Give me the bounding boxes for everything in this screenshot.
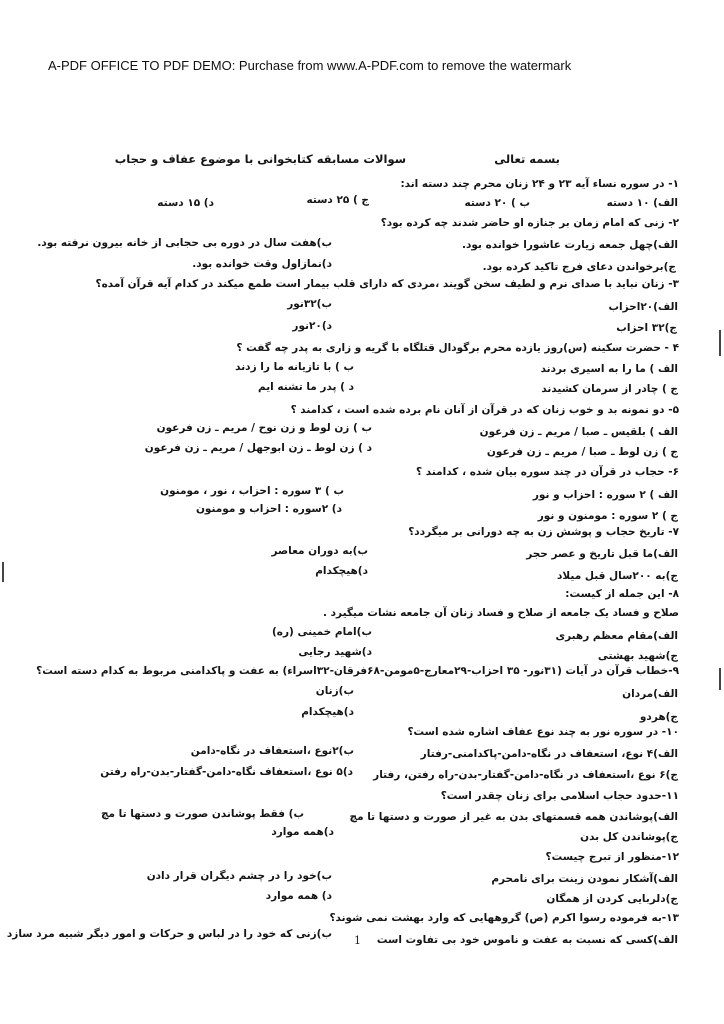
answer-option: د)نمازاول وقت خوانده بود. [192,258,332,270]
answer-option: الف ) ما را به اسیری بردند [540,363,678,375]
answer-option: ب)۳۲نور [287,298,332,310]
question-text: ۱۰- در سوره نور به چند نوع عفاف اشاره شده است؟ [407,726,679,738]
scan-edge-mark [2,562,4,582]
question-text: ۱- در سوره نساء آیه ۲۳ و ۲۴ زنان محرم چند دسته اند: [400,178,679,190]
question-text: ۱۳-به فرموده رسوا اکرم (ص) گروههایی که وارد بهشت نمی شوند؟ [329,912,679,924]
question-text: ۹-خطاب قرآن در آیات (۳۱نور- ۳۵ احزاب-۲۹معارج-۵مومن-۶۸فرقان-۳۲اسراء) به عفت و پاکدامنی مربوط به کدام دسته است؟ [36,665,679,677]
question-text: ۶- حجاب در قرآن در چند سوره بیان شده ، کدامند ؟ [416,466,679,478]
answer-option: د)شهید رجایی [298,646,372,658]
answer-option: د) ۱۵ دسته [157,197,214,209]
answer-option: الف ) بلقیس ـ صبا / مریم ـ زن فرعون [479,426,678,438]
answer-option: الف)۲۰احزاب [608,301,678,313]
answer-option: د) ۲سوره : احزاب و مومنون [195,503,342,515]
answer-option: د ) پدر ما تشنه ایم [257,381,354,393]
question-text: ۲- زنی که امام زمان بر جنازه او حاضر شدند چه کرده بود؟ [380,217,679,229]
answer-option: ب ) زن لوط و زن نوح / مریم ـ زن فرعون [156,422,372,434]
page-title: سوالات مسابقه کتابخوانی با موضوع عفاف و حجاب [114,152,406,166]
watermark-text: A-PDF OFFICE TO PDF DEMO: Purchase from www.A-PDF.com to remove the watermark [48,58,572,73]
page-invocation: بسمه تعالی [494,152,560,166]
question-text: ۳- زنان نباید با صدای نرم و لطیف سخن گویند ،مردی که دارای قلب بیمار است طمع میکند در کدام آیه قرآن آمده؟ [95,278,679,290]
answer-option: الف)مقام معظم رهبری [555,630,678,642]
answer-option: الف)ما قبل تاریخ و عصر حجر [526,548,678,560]
answer-option: الف)پوشاندن همه قسمتهای بدن به غیر از صورت و دستها تا مچ [349,811,678,823]
question-text: ۸- این جمله از کیست: [565,588,679,600]
scan-edge-mark [719,330,721,356]
answer-option: الف ) ۲ سوره : احزاب و نور [532,489,678,501]
question-text: ۱۲-منظور از تبرج چیست؟ [545,851,679,863]
answer-option: ب)خود را در چشم دیگران قرار دادن [146,870,332,882]
answer-option: د)۲۰نور [292,320,332,332]
answer-option: ج ) ۲۵ دسته [306,194,369,206]
answer-option: ب ) با تازیانه ما را زدند [235,361,354,373]
question-text: ۵- دو نمونه بد و خوب زنان که در قرآن از آنان نام برده شده است ، کدامند ؟ [290,404,679,416]
answer-option: ج)دلربایی کردن از همگان [546,893,678,905]
answer-option: د ) زن لوط ـ زن ابوجهل / مریم ـ زن فرعون [144,442,372,454]
answer-option: ج ) چادر از سرمان کشیدند [541,383,678,395]
answer-option: الف)۴ نوع، استعفاف در نگاه-دامن-پاکدامنی-رفتار [420,748,678,760]
answer-option: د)هیچکدام [301,706,354,718]
answer-option: الف) ۱۰ دسته [606,197,678,209]
answer-option: ب)امام خمینی (ره) [271,626,372,638]
answer-option: ب)۲نوع ،استعفاف در نگاه-دامن [190,745,354,757]
answer-option: د)هیچکدام [315,565,368,577]
question-text: ۱۱-حدود حجاب اسلامی برای زنان چقدر است؟ [440,790,679,802]
answer-option: ج)۶ نوع ،استعفاف در نگاه-دامن-گفتار-بدن-راه رفتن، رفتار [373,769,678,781]
question-text: ۴ - حضرت سکینه (س)روز یازده محرم برگودال قتلگاه با گریه و زاری به پدر چه گفت ؟ [236,342,679,354]
answer-option: ج ) ۲ سوره : مومنون و نور [537,510,678,522]
answer-option: ب ) ۳ سوره : احزاب ، نور ، مومنون [160,485,344,497]
answer-option: ج)به ۲۰۰سال قبل میلاد [557,570,678,582]
answer-option: ج)۳۲ احزاب [616,322,677,334]
scan-edge-mark [719,668,721,690]
answer-option: ب)به دوران معاصر [271,545,368,557]
answer-option: د) همه موارد [265,890,332,902]
answer-option: ج ) زن لوط ـ صبا / مریم ـ زن فرعون [486,446,678,458]
answer-option: ب)زنان [315,685,354,697]
answer-option: الف)کسی که نسبت به عفت و ناموس خود بی تفاوت است [376,934,678,946]
answer-option: ج)پوشاندن کل بدن [580,831,678,843]
answer-option: الف)چهل جمعه زیارت عاشورا خوانده بود. [462,239,678,251]
answer-option: ج)شهید بهشتی [597,650,678,662]
answer-option: الف)آشکار نمودن زینت برای نامحرم [491,873,678,885]
question-text: ۷- تاریخ حجاب و پوشش زن به چه دورانی بر میگردد؟ [408,526,679,538]
question-text: صلاح و فساد یک جامعه از صلاح و فساد زنان آن جامعه نشات میگیرد . [323,607,679,619]
answer-option: ج)هردو [639,711,678,723]
answer-option: د)همه موارد [271,826,334,838]
answer-option: د)۵ نوع ،استعفاف نگاه-دامن-گفتار-بدن-راه رفتن [100,766,353,778]
page-number: 1 [354,934,361,947]
answer-option: ج)برخواندن دعای فرج تاکید کرده بود. [482,261,676,273]
answer-option: الف)مردان [622,688,678,700]
answer-option: ب)هفت سال در دوره بی حجابی از خانه بیرون نرفته بود. [37,237,332,249]
answer-option: ب ) ۲۰ دسته [464,197,530,209]
answer-option: ب)زنی که خود را در لباس و حرکات و امور دیگر شبیه مرد سازد [6,928,332,940]
answer-option: ب) فقط پوشاندن صورت و دستها تا مچ [100,808,304,820]
